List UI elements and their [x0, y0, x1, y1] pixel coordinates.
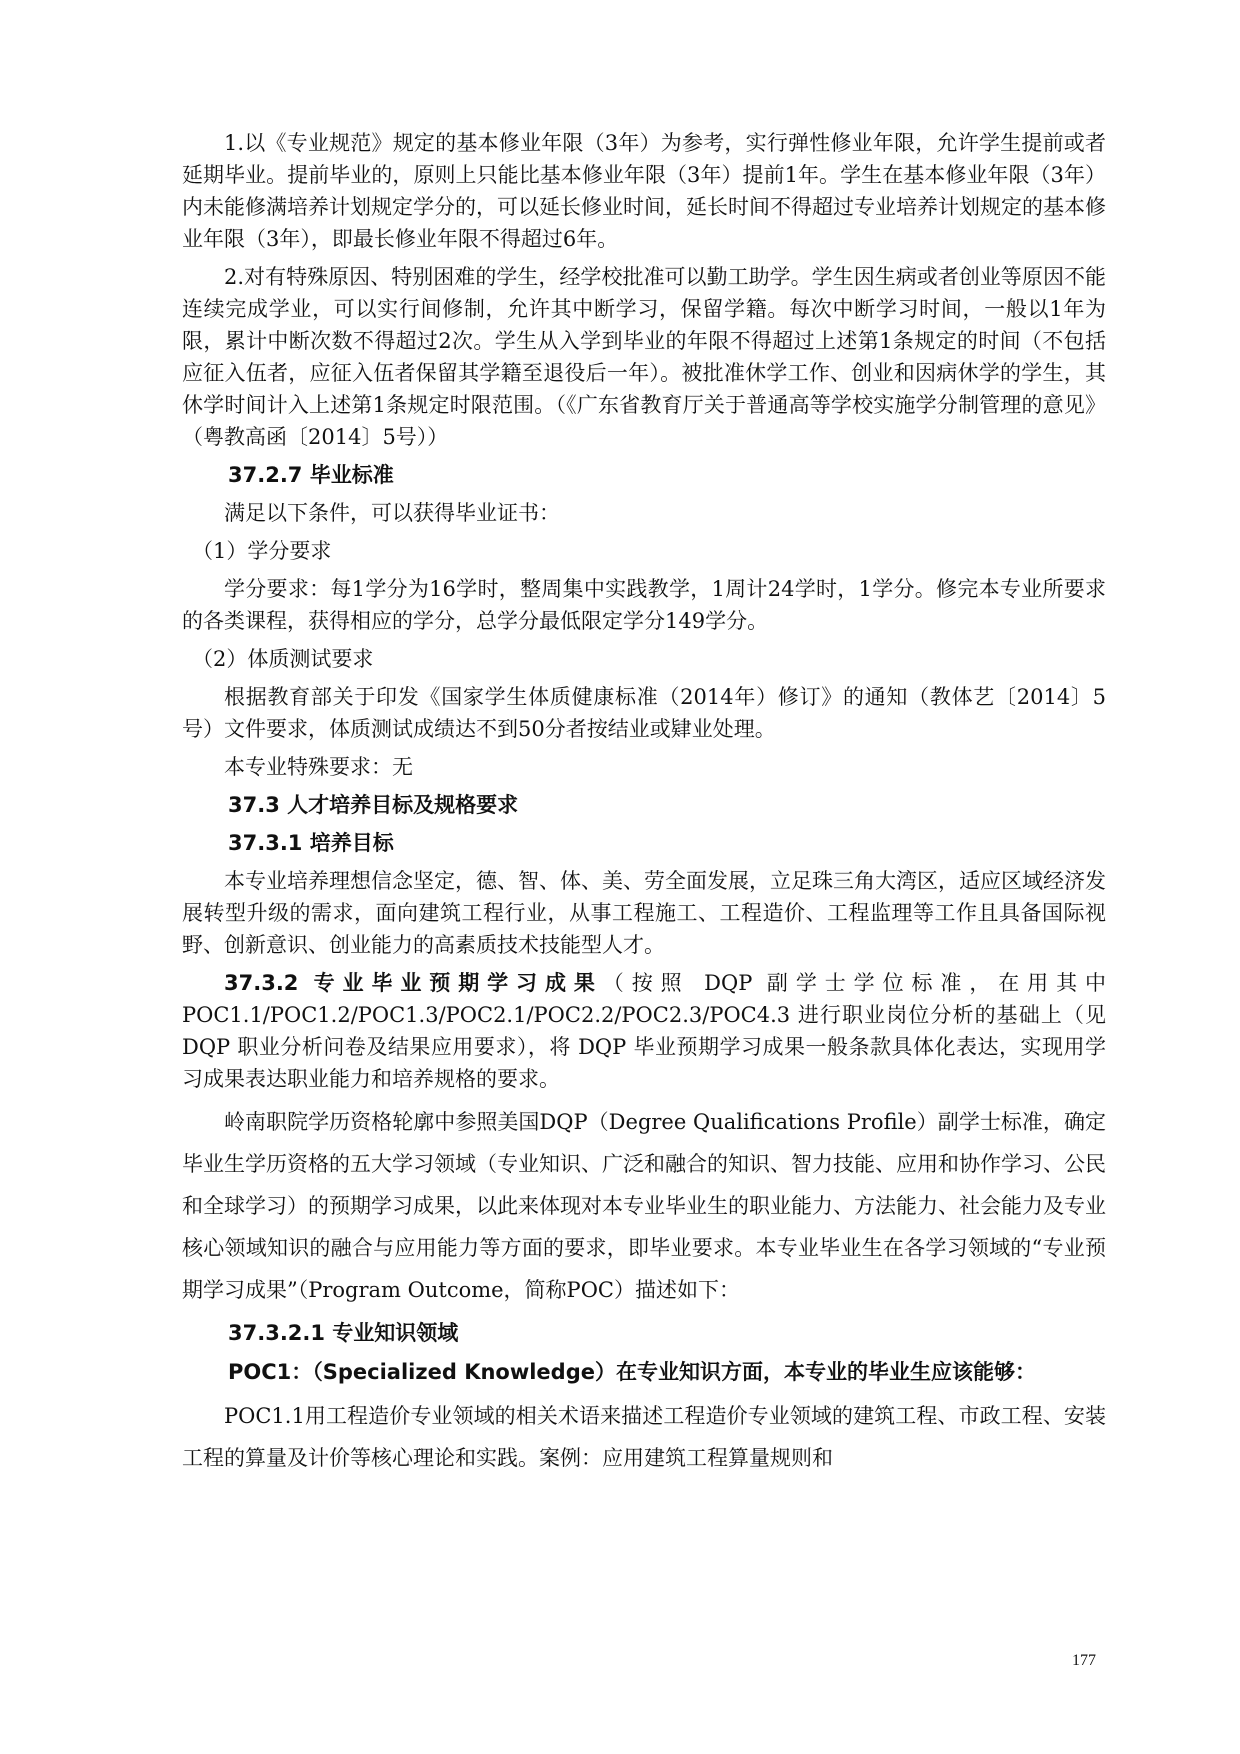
poc-paragraph — [182, 967, 1106, 1095]
heading-goal: 37.3.1 培养目标 — [228, 831, 394, 855]
poc11-text: POC1.1用工程造价专业领域的相关术语来描述工程造价专业领域的建筑工程、市政工程、安装工程的算量及计价等核心理论和实践。案例：应用建筑工程算量规则和 — [182, 1404, 1106, 1470]
heading-poc1: POC1：（Specialized Knowledge）在专业知识方面，本专业的毕业生应该能够： — [228, 1360, 1036, 1384]
dqp-paragraph: 岭南职院学历资格轮廓中参照美国DQP（Degree Qualifications Profile）副学士标准，确定毕业生学历资格的五大学习领域（专业知识、广泛和融合的知识、智力技能、应用和协作学习、公民和全球学习）的预期学习成果，以此来体现对本专业毕业生的职业能力、方法能力、社会能力及专业核心领域知识的融合与应用能力等方面的要求，即毕业要求。本专业毕业生在各学习领域的“专业预期学习成果”（Program Outcome，简称POC）描述如下： — [182, 1110, 1106, 1302]
special-requirement: 本专业特殊要求：无 — [224, 755, 413, 779]
page-number: 177 — [1072, 1652, 1096, 1669]
paragraph-suspension-rules: 2.对有特殊原因、特别困难的学生，经学校批准可以勤工助学。学生因生病或者创业等原因不能连续完成学业，可以实行间修制，允许其中断学习，保留学籍。每次中断学习时间，一般以1年为限，累计中断次数不得超过2次。学生从入学到毕业的年限不得超过上述第1条规定的时间（不包括应征入伍者，应征入伍者保留其学籍至退役后一年）。被批准休学工作、创业和因病休学的学生，其休学时间计入上述第1条规定时限范围。（《广东省教育厅关于普通高等学校实施学分制管理的意见》（粤教高函〔2014〕5号）） — [182, 265, 1106, 449]
heading-graduation-standard: 37.2.7 毕业标准 — [228, 463, 394, 487]
page-content — [182, 127, 1106, 1485]
credit-requirement-text: 学分要求：每1学分为16学时，整周集中实践教学，1周计24学时，1学分。修完本专业所要求的各类课程，获得相应的学分，总学分最低限定学分149学分。 — [182, 577, 1106, 633]
fitness-requirement-text: 根据教育部关于印发《国家学生体质健康标准（2014年）修订》的通知（教体艺〔2014〕5号）文件要求，体质测试成绩达不到50分者按结业或肄业处理。 — [182, 685, 1106, 741]
fitness-requirement-title: （2）体质测试要求 — [192, 647, 374, 671]
goal-text: 本专业培养理想信念坚定，德、智、体、美、劳全面发展，立足珠三角大湾区，适应区域经济发展转型升级的需求，面向建筑工程行业，从事工程施工、工程造价、工程监理等工作且具备国际视野、创新意识、创业能力的高素质技术技能型人才。 — [182, 869, 1106, 957]
heading-poc: 37.3.2 专业毕业预期学习成果 — [224, 971, 603, 995]
paragraph-flexible-study-years: 1.以《专业规范》规定的基本修业年限（3年）为参考，实行弹性修业年限，允许学生提前或者延期毕业。提前毕业的，原则上只能比基本修业年限（3年）提前1年。学生在基本修业年限（3年）内未能修满培养计划规定学分的，可以延长修业时间，延长时间不得超过专业培养计划规定的基本修业年限（3年），即最长修业年限不得超过6年。 — [182, 131, 1106, 251]
heading-training-goals: 37.3 人才培养目标及规格要求 — [228, 793, 519, 817]
poc-intro: （按照 DQP 副学士学位标准，在用其中 POC1.1/POC1.2/POC1.3/POC2.1/POC2.2/POC2.3/POC4.3 进行职业岗位分析的基础上（见 DQP 职业分析问卷及结果应用要求），将 DQP 毕业预期学习成果一般条款具体化表达，实现用学习成果表达职业能力和培养规格的要求。 — [182, 971, 1106, 1091]
graduation-intro: 满足以下条件，可以获得毕业证书： — [224, 501, 560, 525]
heading-knowledge-domain: 37.3.2.1 专业知识领域 — [228, 1321, 459, 1345]
credit-requirement-title: （1）学分要求 — [192, 539, 332, 563]
